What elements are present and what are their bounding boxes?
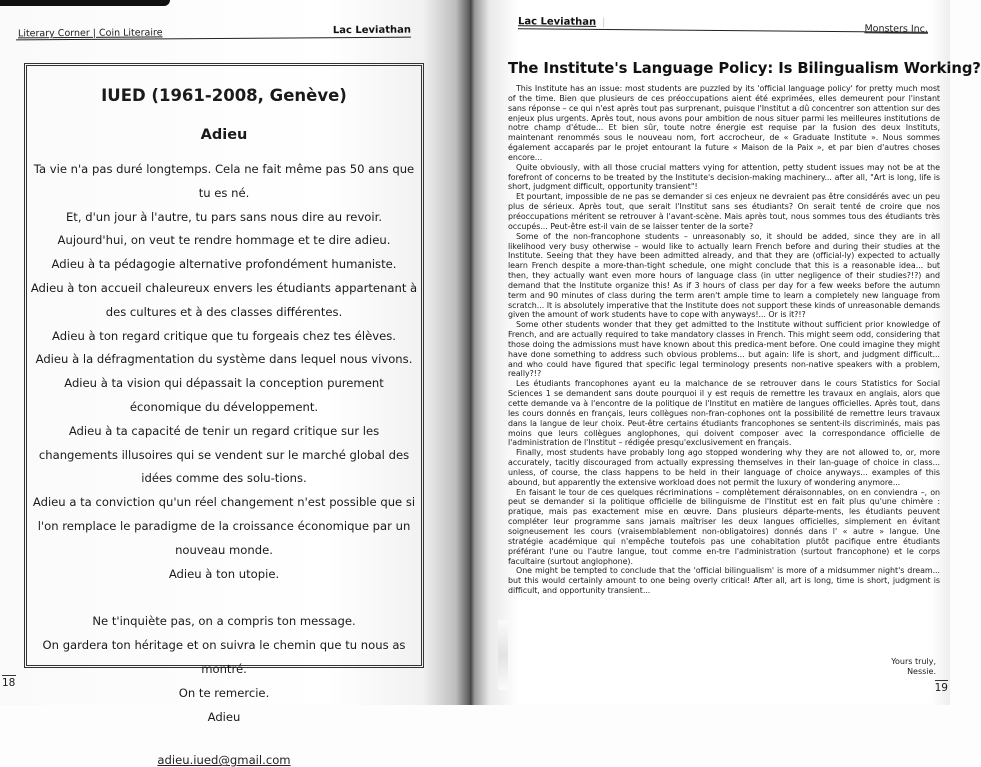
tribute-line: Adieu à ta pédagogie alternative profondément humaniste. — [51, 257, 397, 272]
magazine-name: Lac Leviathan — [517, 16, 597, 28]
tribute-line: Adieu à ta capacité de tenir un regard critique sur les changements illusoires qui se vendent sur le marché global des idées comme des solu-tions. — [38, 423, 410, 486]
tribute-line: Adieu à la défragmentation du système dans lequel nous vivons. — [35, 352, 413, 367]
tribute-box — [24, 63, 424, 767]
right-page-header — [518, 14, 928, 33]
tribute-line: Et, d'un jour à l'autre, tu pars sans nous dire au revoir. — [65, 209, 383, 224]
article-paragraph: Les étudiants francophones ayant eu la malchance de se retrouver dans le cours Statistics for Social Sciences 1 se demandent sans doute pourquoi il y est requis de remettre les travaux en anglais, alors que cette demande va à l'encontre de la politique de l'Institut en matière de langues officielles. Après tout, dans les cours donnés en français, leurs collègues non-fran-cophones ont la possibilité de remettre leurs travaux dans la langue de leur choix. Peut-être certains étudiants francophones se sentent-ils discriminés, mais pas moins que leurs collègues anglophones, qui doivent composer avec la correspondance officielle de l'administration de l'Institut – rédigée presqu'exclusivement en français. — [508, 379, 940, 448]
page-number-right: 19 — [934, 682, 948, 694]
left-page-header — [16, 23, 411, 41]
tribute-line: Adieu à ta vision qui dépassait la conception purement économique du développement. — [64, 376, 384, 414]
article-signoff — [891, 657, 936, 677]
tribute-line: Aujourd'hui, on veut te rendre hommage et te dire adieu. — [57, 233, 391, 248]
article-paragraph: Some of the non-francophone students – unreasonably so, it should be added, since they are in all likelihood very busy otherwise – would like to actually learn French before and during their studies at the Institute. Seeing that they have been admitted already, and that they are (official-ly) expected to actually learn French despite a more-than-tight schedule, one might conclude that this is a reasonable idea... but then, they actually want even more hours of language class (in utter negligence of their studies?!?) and demand that the Institute organize this! As if 3 hours of class per day for a few weeks before the autumn term and 90 minutes of class during the term aren't ample time to learn a completely new language from scratch... It is absolutely imperative that the Institute does not support these kinds of unreasonable demands given the amount of work students have to cope with anyways!... Or is it?!? — [508, 231, 940, 320]
tribute-title: IUED (1961-2008, Genève) — [101, 86, 347, 105]
header-separator: | — [601, 16, 606, 28]
signoff-line: Yours truly, — [891, 657, 936, 666]
scan-smudge — [498, 620, 508, 690]
author-signature: Nessie. — [907, 667, 936, 676]
tribute-line: Adieu à ton utopie. — [168, 566, 280, 581]
closing-line: Ne t'inquiète pas, on a compris ton message. — [92, 614, 356, 629]
article-title: The Institute's Language Policy: Is Bilingualism Working? — [508, 60, 981, 77]
tribute-closing — [29, 610, 419, 729]
article-body — [508, 84, 940, 596]
page-number-left: 18 — [2, 677, 16, 689]
section-title: Monsters Inc. — [864, 23, 929, 35]
article-paragraph: This Institute has an issue: most students are puzzled by its 'official language policy' for pretty much most of the time. Bien que plusieurs de ces préoccupations aient été exprimées, elles demeurent pour l'instant sans réponse – ce qui n'est après tout pas surprenant, puisque l'Institut a dû concentrer son attention sur des enjeux plus urgents. Après tout, nous avons pour ambition de nous situer parmi les meilleures institutions de notre champ d'étude... Et bien sûr, toute notre énergie est requise par la fusion des deux Instituts, maintenant renommés sous le nouveau nom, fort accrocheur, de « Graduate Institute ». Nous sommes également accaparés par le projet entourant la future « Maison de la Paix », et par bien d'autres choses encore... — [508, 84, 940, 162]
tribute-subtitle: Adieu — [200, 127, 248, 143]
article-paragraph: Finally, most students have probably long ago stopped wondering why they are not allowed to, or, more accurately, tacitly discouraged from actually expressing themselves in their lan-guage of choice in class... unless, of course, the class happens to be held in their language of choice anyways... examples of this abound, but apparently the extensive workload does not permit the luxury of wondering anymore... — [508, 448, 940, 487]
closing-line: On te remercie. — [178, 685, 270, 700]
magazine-name: Lac Leviathan — [332, 24, 412, 37]
tribute-line: Adieu à ton accueil chaleureux envers les étudiants appartenant à des cultures et à des classes différentes. — [30, 280, 418, 319]
contact-email-link[interactable]: adieu.iued@gmail.com — [157, 753, 291, 767]
scan-shadow — [0, 0, 170, 6]
closing-line: On gardera ton héritage et on suivra le chemin que tu nous as montré. — [42, 638, 406, 676]
article-paragraph: One might be tempted to conclude that the 'official bilingualism' is more of a midsummer night's dream... but this would certainly amount to one being overly critical! After all, art is long, time is short, judgment is difficult, and opportunity transient... — [508, 566, 940, 596]
article-paragraph: Quite obviously, with all those crucial matters vying for attention, petty student issues may not be at the forefront of concerns to be treated by the Institute's decision-making machinery... after all, "Art is long, life is short, judgment difficult, opportunity transient"! — [508, 162, 940, 192]
article-paragraph: En faisant le tour de ces quelques récriminations – complètement déraisonnables, on en conviendra –, on peut se demander si la politique officielle de bilinguisme de l'Institut est en fait plus qu'une chimère : pratique, mais pas exactement mise en œuvre. Dans plusieurs départe-ments, les étudiants peuvent compléter leur programme sans jamais maîtriser les deux langues officielles, simplement en évitant soigneusement les cours (vraisemblablement non-obligatoires) donnés dans l' « autre » langue. Une stratégie académique qui n'empêche toutefois pas une cohabitation plutôt pacifique entre étudiants préférant l'une ou l'autre langue, tout comme en-tre l'administration (surtout francophone) et le corps facultaire (surtout anglophone). — [508, 487, 940, 566]
section-title: Literary Corner | Coin Literaire — [17, 27, 163, 40]
article-paragraph: Et pourtant, impossible de ne pas se demander si ces enjeux ne devraient pas être considérés avec un peu plus de sérieux. Après tout, que serait l'Institut sans ses étudiants? On serait tenté de croire que nos préoccupations méritent se retrouver à l'avant-scène. Mais après tout, nous sommes tous des étudiants très occupés... Peut-être est-il vain de se laisser tenter de la sorte? — [508, 192, 940, 231]
tribute-line: Adieu a ta conviction qu'un réel changement n'est possible que si l'on remplace le paradigme de la croissance économique par un nouveau monde. — [32, 495, 416, 557]
tribute-line: Ta vie n'a pas duré longtemps. Cela ne fait même pas 50 ans que tu es né. — [33, 162, 415, 200]
tribute-line: Adieu à ton regard critique que tu forgeais chez tes élèves. — [52, 328, 396, 343]
right-page — [470, 0, 981, 705]
tribute-lines — [29, 158, 419, 586]
article-paragraph: Some other students wonder that they get admitted to the Institute without sufficient prior knowledge of French, and are actually required to take mandatory classes in French. This might seem odd, considering that those doing the admissions must have known about this predica-ment before. One could imagine they might have done something to address such obvious problems... but again: life is short, and judgment difficult... and who could have figured that specific legal terminology presents non-native speakers with a problem, really?!? — [508, 320, 940, 379]
closing-line: Adieu — [207, 709, 241, 724]
left-page — [0, 0, 470, 767]
